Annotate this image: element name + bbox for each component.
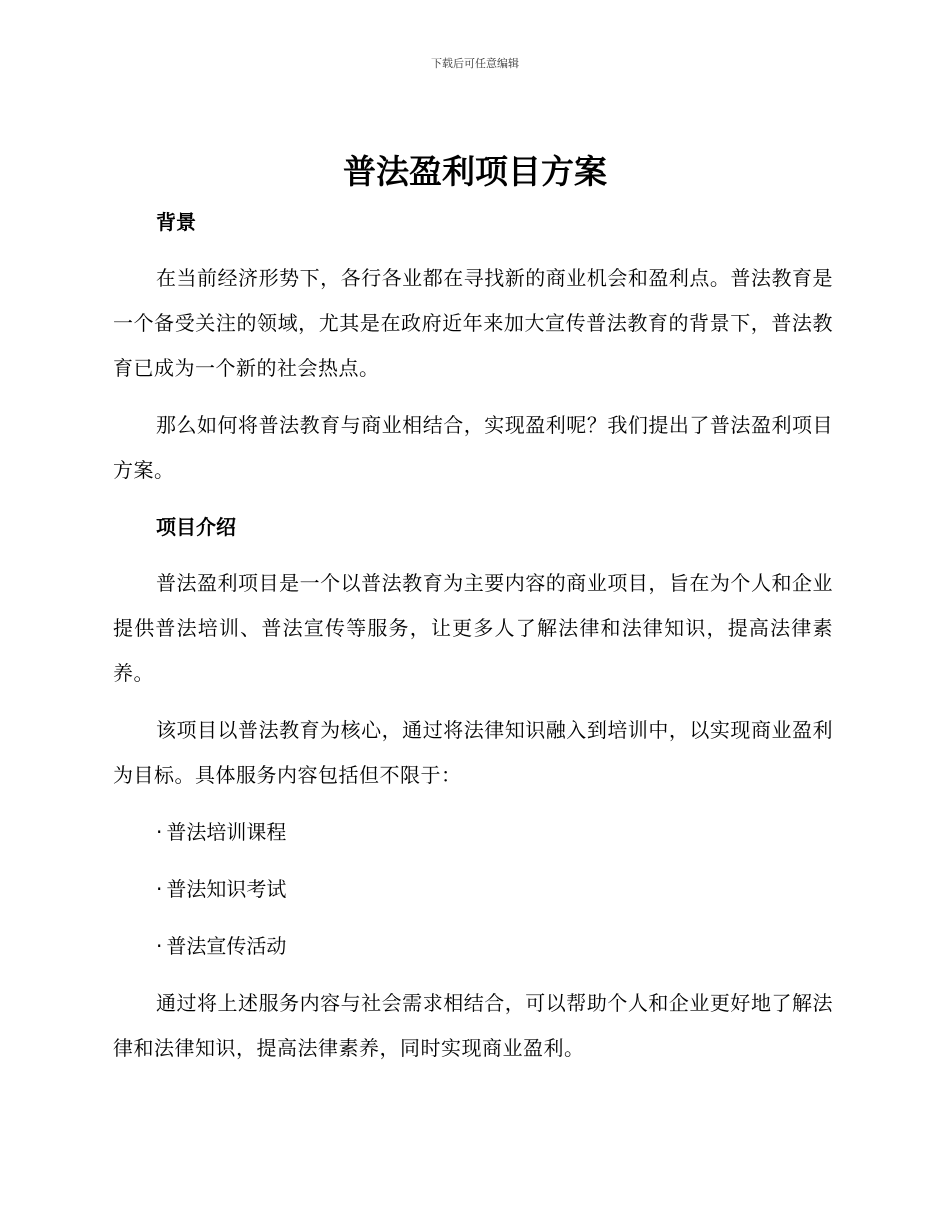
intro-paragraph-1: 普法盈利项目是一个以普法教育为主要内容的商业项目，旨在为个人和企业提供普法培训、普法宣传等服务，让更多人了解法律和法律知识，提高法律素养。 (113, 571, 833, 685)
section-heading-background: 背景 (156, 210, 196, 234)
background-paragraph-2: 那么如何将普法教育与商业相结合，实现盈利呢？我们提出了普法盈利项目方案。 (113, 413, 833, 482)
intro-paragraph-3: 通过将上述服务内容与社会需求相结合，可以帮助个人和企业更好地了解法律和法律知识，提高法律素养，同时实现商业盈利。 (113, 991, 833, 1060)
document-body (113, 200, 833, 1071)
bullet-marker: · (156, 934, 163, 958)
background-paragraph-1: 在当前经济形势下，各行各业都在寻找新的商业机会和盈利点。普法教育是一个备受关注的领域，尤其是在政府近年来加大宣传普法教育的背景下，普法教育已成为一个新的社会热点。 (113, 266, 833, 380)
list-item (113, 810, 833, 855)
header-note: 下载后可任意编辑 (431, 57, 519, 70)
document-title: 普法盈利项目方案 (343, 152, 607, 191)
list-item (113, 924, 833, 969)
intro-paragraph-2: 该项目以普法教育为核心，通过将法律知识融入到培训中，以实现商业盈利为目标。具体服务内容包括但不限于： (113, 718, 833, 787)
bullet-marker: · (156, 877, 163, 901)
list-item-text: 普法宣传活动 (166, 934, 287, 958)
bullet-marker: · (156, 820, 163, 844)
list-item-text: 普法培训课程 (166, 820, 287, 844)
list-item-text: 普法知识考试 (166, 877, 287, 901)
section-heading-intro: 项目介绍 (156, 515, 236, 539)
list-item (113, 867, 833, 912)
